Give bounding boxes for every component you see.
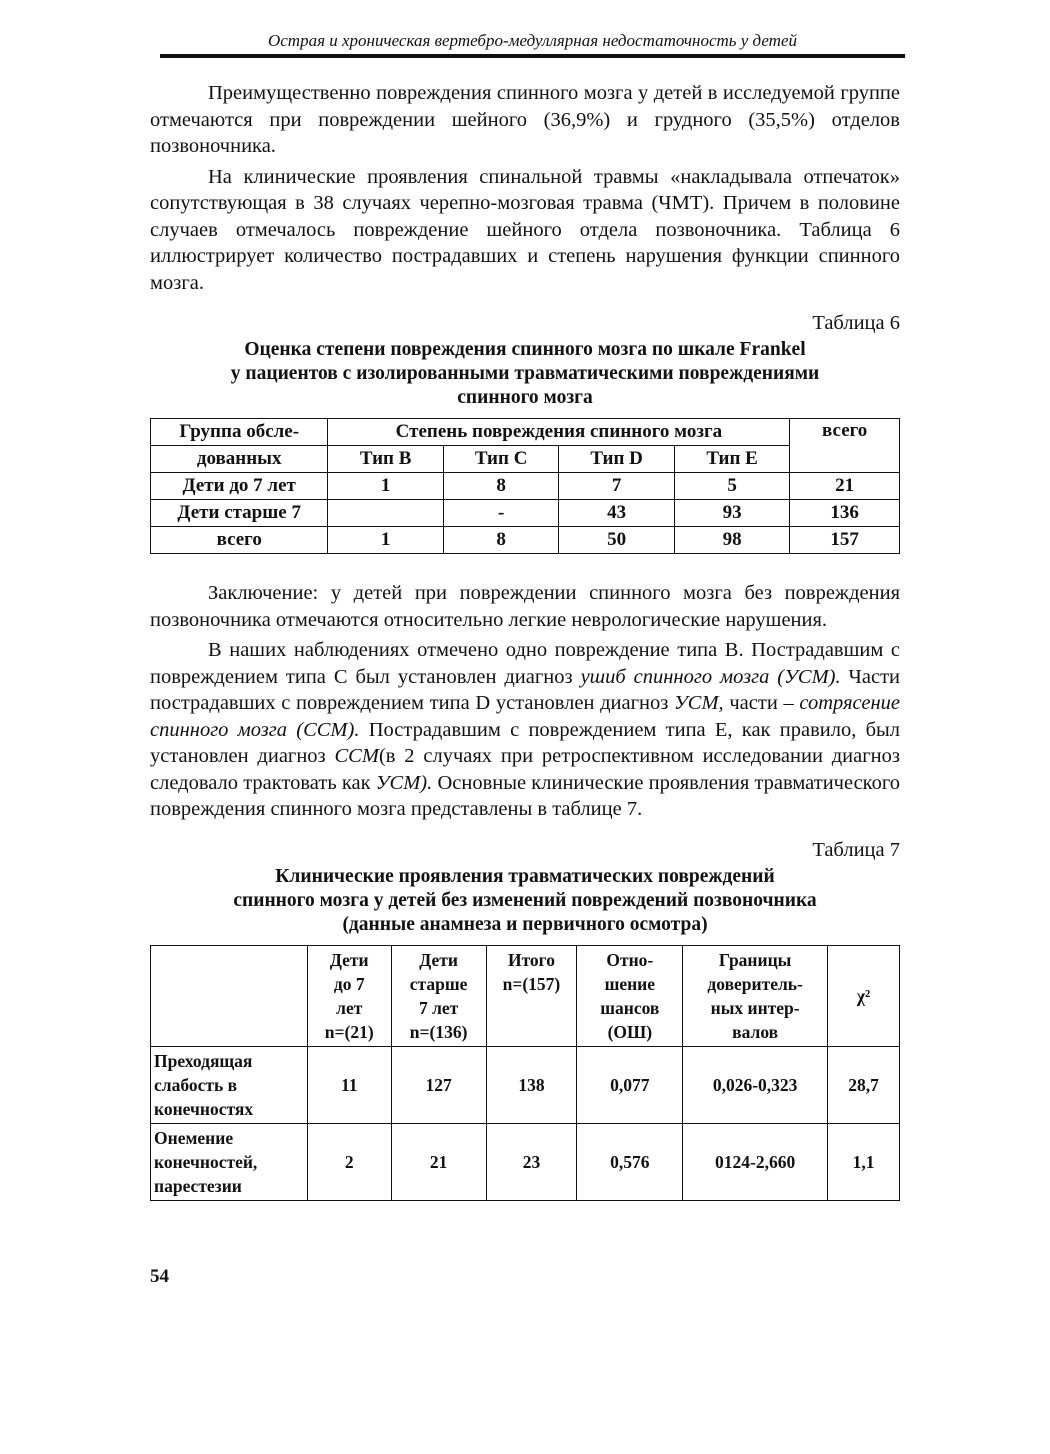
- header-line: 7 лет: [418, 997, 459, 1018]
- cell: 43: [559, 500, 674, 527]
- row-label-line: конечностях: [154, 1098, 254, 1119]
- row-label-line: парестезии: [154, 1175, 242, 1196]
- table-6: [150, 418, 900, 554]
- table-header-row: [151, 419, 900, 446]
- page-number: 54: [150, 1266, 169, 1287]
- cell: 1: [328, 473, 443, 500]
- header-type: Тип B: [328, 446, 443, 473]
- cell: 8: [443, 473, 558, 500]
- row-label-line: слабость в: [154, 1074, 238, 1095]
- header-line: шение: [604, 973, 656, 994]
- table-7-title-line: спинного мозга у детей без изменений повреждений позвоночника: [233, 889, 817, 911]
- header-line: шансов: [600, 997, 660, 1018]
- header-chi-square: χ²: [828, 945, 900, 1046]
- text-run: В наших наблюдениях отмечено одно повреждение типа B. Пострадавшим с повреждением типа C был установлен диагноз: [150, 639, 900, 688]
- cell: 136: [790, 500, 900, 527]
- paragraph: На клинические проявления спинальной травмы «накладывала отпечаток» сопутствующая в 38 случаях черепно-мозговая травма (ЧМТ). Причем в половине случаев отмечалось повреждение шейного отдела позвоночника. Таблица 6 иллюстрирует количество пострадавших и степень нарушения функции спинного мозга.: [150, 165, 900, 294]
- header-children-over-7: [391, 945, 486, 1046]
- table-row: [151, 1123, 900, 1200]
- row-label: всего: [151, 527, 328, 554]
- header-group: дованных: [151, 446, 328, 473]
- cell: 157: [790, 527, 900, 554]
- header-line: доверитель-: [707, 973, 803, 994]
- text-run-italic: ушиб спинного мозга (УСМ).: [580, 665, 841, 688]
- cell: 5: [674, 473, 789, 500]
- cell: 1: [328, 527, 443, 554]
- page-content: [150, 80, 900, 1201]
- header-odds-ratio: [577, 945, 683, 1046]
- table-7-title-line: Клинические проявления травматических повреждений: [275, 865, 775, 887]
- cell: 8: [443, 527, 558, 554]
- table-row: [151, 1046, 900, 1123]
- text-run-italic: УСМ).: [375, 771, 433, 794]
- text-run-italic: сотрясение спинного мозга (ССМ).: [150, 692, 900, 741]
- table-6-label: Таблица 6: [812, 312, 900, 334]
- table-7-title-line: (данные анамнеза и первичного осмотра): [342, 913, 708, 935]
- text-run: (в 2 случаях при ретроспективном исследовании диагноз следовало трактовать как: [150, 745, 900, 794]
- header-type: Тип E: [674, 446, 789, 473]
- table-7-label: Таблица 7: [812, 838, 900, 861]
- cell: 0,026-0,323: [683, 1046, 828, 1123]
- cell: 0,077: [577, 1046, 683, 1123]
- table-7-title: [150, 865, 900, 937]
- header-line: лет: [336, 997, 363, 1018]
- paragraph: [150, 637, 900, 823]
- header-type: Тип C: [443, 446, 558, 473]
- header-line: (ОШ): [607, 1021, 653, 1042]
- table-row: [151, 500, 900, 527]
- cell: 127: [391, 1046, 486, 1123]
- cell: 1,1: [828, 1123, 900, 1200]
- text-run: Основные клинические проявления травматического повреждения спинного мозга представлены в таблице 7.: [150, 771, 900, 820]
- cell: 0,576: [577, 1123, 683, 1200]
- row-label-line: конечностей,: [154, 1151, 258, 1172]
- cell: [328, 500, 443, 527]
- cell: 93: [674, 500, 789, 527]
- header-line: n=(136): [409, 1021, 468, 1042]
- cell: 0124-2,660: [683, 1123, 828, 1200]
- table-6-title: [150, 338, 900, 410]
- cell: 11: [307, 1046, 391, 1123]
- cell: 138: [486, 1046, 577, 1123]
- text-run: Части пострадавших с повреждением типа D установлен диагноз: [150, 665, 901, 714]
- text-run: Пострадавшим с повреждением типа E, как правило, был установлен диагноз: [150, 718, 901, 767]
- paragraph: Заключение: у детей при повреждении спинного мозга без повреждения позвоночника отмечаются относительно легкие неврологические нарушения.: [150, 582, 900, 631]
- table-header-row: [151, 945, 900, 1046]
- cell: 2: [307, 1123, 391, 1200]
- cell: 21: [790, 473, 900, 500]
- header-line: старше: [409, 973, 468, 994]
- cell: 23: [486, 1123, 577, 1200]
- row-label: Дети старше 7: [151, 500, 328, 527]
- table-6-title-line: Оценка степени повреждения спинного мозга по шкале Frankel: [244, 339, 806, 360]
- header-confidence-interval: [683, 945, 828, 1046]
- cell: 21: [391, 1123, 486, 1200]
- running-header: [160, 30, 905, 58]
- text-run-italic: ССМ: [334, 745, 379, 767]
- header-total: [486, 945, 577, 1046]
- row-label-line: Онемение: [154, 1127, 234, 1148]
- header-line: n=(21): [324, 1021, 374, 1042]
- running-title: Острая и хроническая вертебро-медуллярная недостаточность у детей: [267, 31, 798, 50]
- table-7: [150, 945, 900, 1201]
- cell: 7: [559, 473, 674, 500]
- header-line: Отно-: [606, 949, 654, 970]
- text-run: части –: [723, 692, 800, 714]
- row-label: Дети до 7 лет: [151, 473, 328, 500]
- row-label-line: Преходящая: [154, 1050, 253, 1071]
- header-line: Границы: [718, 949, 792, 970]
- table-row: [151, 473, 900, 500]
- paragraph: Преимущественно повреждения спинного мозга у детей в исследуемой группе отмечаются при повреждении шейного (36,9%) и грудного (35,5%) отделов позвоночника.: [150, 82, 900, 157]
- table-row: [151, 527, 900, 554]
- header-group: Группа обсле-: [151, 419, 328, 446]
- cell: 98: [674, 527, 789, 554]
- header-line: валов: [732, 1021, 779, 1042]
- header-type: Тип D: [559, 446, 674, 473]
- header-line: ных интер-: [710, 997, 800, 1018]
- header-line: Итого: [507, 949, 555, 970]
- table-header-row: [151, 446, 900, 473]
- cell: 50: [559, 527, 674, 554]
- row-label: [151, 1123, 308, 1200]
- header-line: n=(157): [502, 973, 561, 994]
- cell: -: [443, 500, 558, 527]
- table-6-title-line: у пациентов с изолированными травматическими повреждениями: [230, 363, 820, 384]
- header-total: всего: [790, 419, 900, 473]
- header-line: до 7: [333, 973, 365, 994]
- text-run-italic: УСМ,: [674, 692, 724, 714]
- header-line: Дети: [419, 949, 458, 970]
- table-6-title-line: спинного мозга: [457, 387, 593, 408]
- header-degree: Степень повреждения спинного мозга: [328, 419, 790, 446]
- header-empty: [151, 945, 308, 1046]
- header-children-under-7: [307, 945, 391, 1046]
- header-line: Дети: [329, 949, 369, 970]
- row-label: [151, 1046, 308, 1123]
- cell: 28,7: [828, 1046, 900, 1123]
